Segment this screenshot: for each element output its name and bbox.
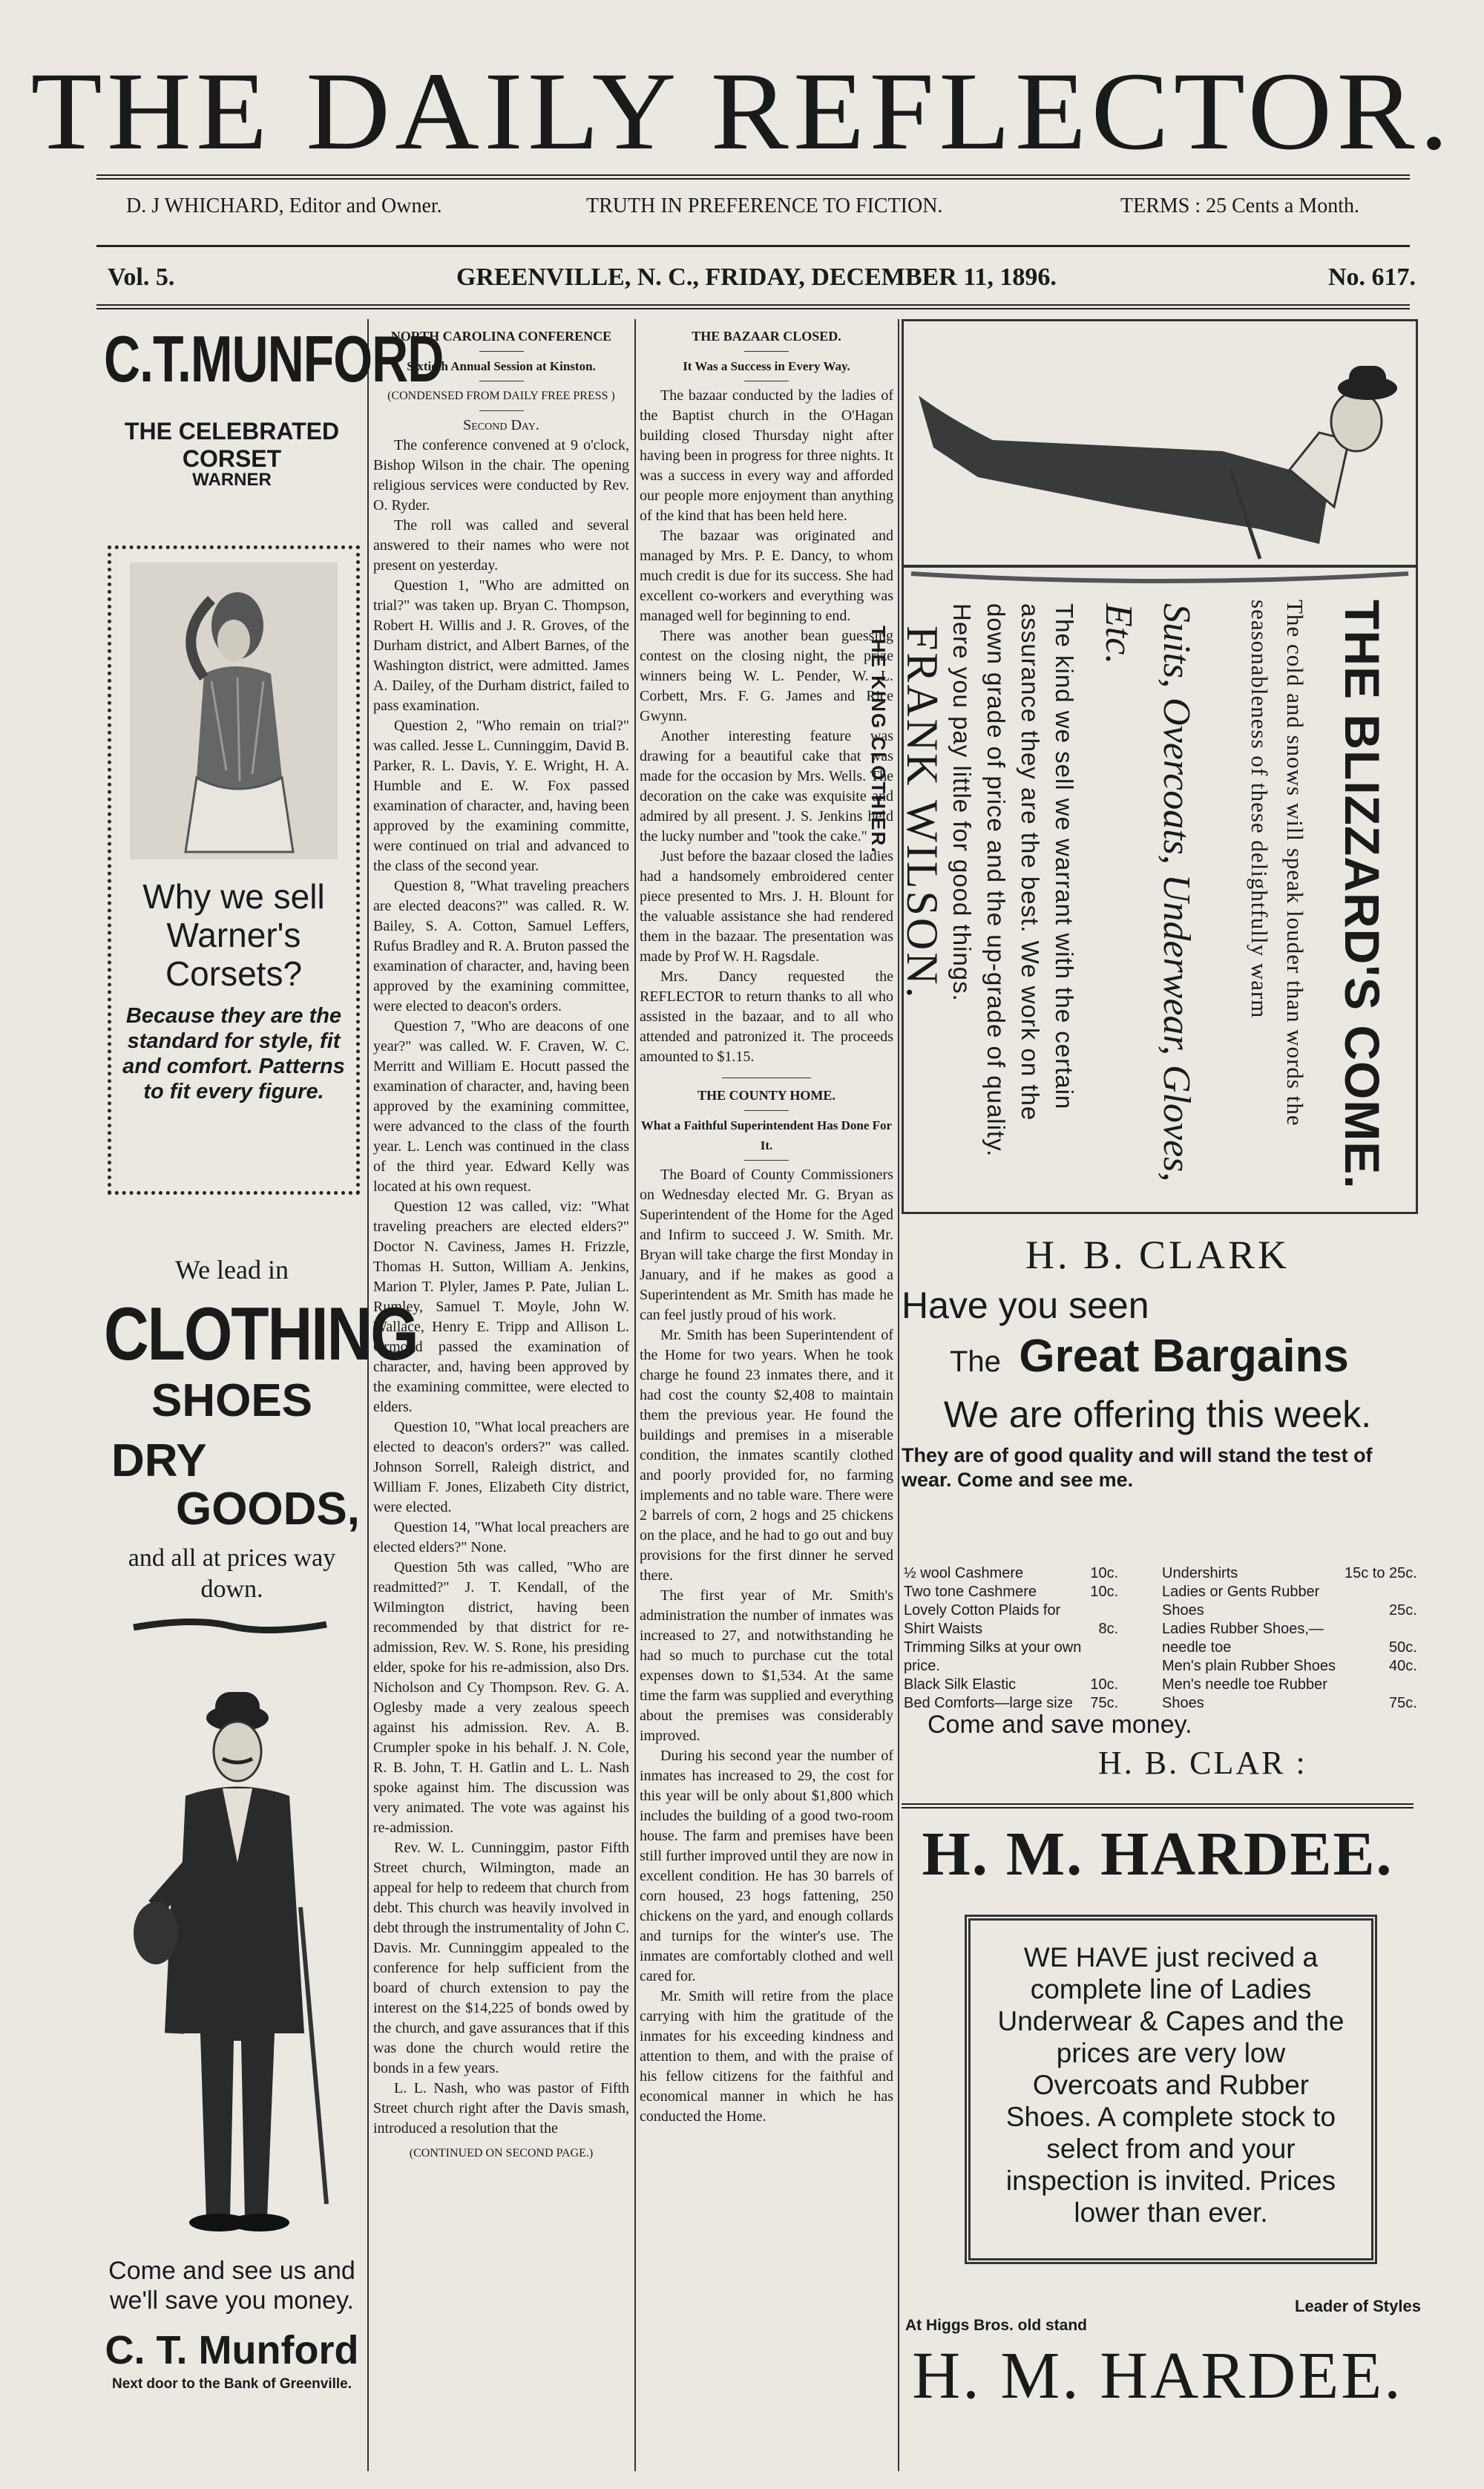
conference-paragraph: Question 12 was called, viz: "What traveling preachers are elected elders?" Doctor N. Caviness, James H. Frizzle, Thomas H. Sutton, William A. Jenkins, Marion T. Plyler, James P. Pate, Julian L. Rumley, Samuel T. Moyle, John W. Wallace, Henry E. Tripp and Allison L. Ormond passed the examination of character, and, having been approved by the examining committee, were elected to elders. (373, 1198, 629, 1415)
offering-text: We are offering this week. (943, 1394, 1372, 1435)
hardee-body: WE HAVE just recived a complete line of Ladies Underwear & Capes and the prices are very low Overcoats and Rubber Shoes. A complete stock to select from and your inspection is invited. Prices lower than ever. (997, 1942, 1345, 2228)
price-row (899, 1676, 1123, 1694)
bazaar-paragraph: There was another bean guessing contest on the closing night, the prize winners being W. L. Pender, W. L. Corbett, Mrs. F. G. James and Rice Gwynn. (640, 628, 893, 724)
item-name: Ladies or Gents Rubber (1162, 1584, 1320, 1600)
newspaper-title: THE DAILY REFLECTOR. (30, 50, 1454, 173)
item-name: Black Silk Elastic (904, 1676, 1017, 1693)
kind-we-sell-text: The kind we sell we warrant with the certain assurance they are the best. We work on the down grade of price and the up-grade of quality. Here you pay little for good things. (948, 603, 1078, 1158)
editor-line: D. J WHICHARD, Editor and Owner. (126, 194, 442, 217)
price-row (899, 1583, 1123, 1601)
terms-line: TERMS : 25 Cents a Month. (1120, 194, 1360, 217)
the-word: The (950, 1345, 1001, 1378)
item-price (1340, 1583, 1422, 1601)
suits-text: Suits, Overcoats, Underwear, Gloves, Etc. (1097, 603, 1198, 1182)
frank-wilson-name: FRANK WILSON. (898, 626, 947, 1000)
item-price (1340, 1676, 1422, 1694)
quality-text: They are of good quality and will stand the test of wear. Come and see me. (902, 1444, 1373, 1491)
conference-paragraph: Question 1, "Who are admitted on trial?" was taken up. Bryan C. Thompson, Robert H. Willis and J. R. Groves, of the Durham district, and Albert Barnes, of the Washington district, were admitted. James A. Dailey, of the Durham district, failed to pass examination. (373, 577, 629, 714)
item-name: Ladies Rubber Shoes,— (1162, 1621, 1324, 1637)
goods-text: GOODS, (175, 1483, 360, 1535)
item-name: Men's plain Rubber Shoes (1162, 1658, 1336, 1674)
great-bargains-line (902, 1330, 1414, 1383)
item-price: 10c. (1090, 1584, 1119, 1600)
price-row (1158, 1657, 1422, 1676)
come-see-us: Come and see us and we'll save you money. (108, 2257, 355, 2315)
we-lead-text: We lead in (174, 1255, 289, 1285)
conference-paragraph: The roll was called and several answered to their names who were not present on yesterday. (373, 517, 629, 574)
clark-name: H. B. CLARK (1025, 1233, 1290, 1277)
bazaar-paragraph: Another interesting feature was drawing for a beautiful cake that was made for the occasion by Mrs. Wells. The decoration on the cake was exquisite and admired by all present. J. S. Jenkins held the lucky number and "took the cake." (640, 728, 893, 845)
hardee-signature: H. M. HARDEE. (912, 2339, 1403, 2413)
conference-paragraph: Rev. W. L. Cunninggim, pastor Fifth Street church, Wilmington, made an appeal for help to redeem that church from debt. This church was heavily involved in debt through the instrumentality of John C. Davis. Mr. Cunninggim appealed to the conference for help sufficient from the board of church extension to pay the interest on the $14,225 of bonds owed by the church, and gave assurances that if this was done the church would retire the bonds in a few years. (373, 1840, 629, 2076)
frank-wilson-ad (867, 319, 1418, 1214)
bazaar-subhead: It Was a Success in Every Way. (683, 359, 850, 373)
item-name: Shoes (1162, 1602, 1204, 1619)
item-price: 15c to 25c. (1344, 1565, 1417, 1581)
price-row (899, 1564, 1123, 1583)
come-save-money: Come and save money. (928, 1711, 1192, 1739)
price-row (899, 1620, 1123, 1639)
condensed-note: (CONDENSED FROM DAILY FREE PRESS ) (387, 390, 615, 402)
item-name: Two tone Cashmere (904, 1584, 1037, 1600)
shoes-text: SHOES (151, 1375, 313, 1426)
hardee-box (965, 1915, 1377, 2264)
item-name: Shirt Waists (904, 1621, 982, 1637)
continued-note: (CONTINUED ON SECOND PAGE.) (409, 2147, 594, 2160)
county-home-paragraph: Mr. Smith has been Superintendent of the Home for two years. When he took charge he found 23 inmates there, and it had cost the county $2,408 to maintain them the previous year. He found the buildings and premises in a miserable condition, the inmates scantily clothed and poorly provided for, no farming implements and no table ware. There were 2 barrels of corn, 2 hogs and 25 chickens on the place, and he had to go out and buy provisions for the first dinner he served there. (640, 1327, 893, 1584)
second-day-label: Second Day. (463, 417, 539, 433)
prices-way-down: and all at prices way down. (128, 1544, 336, 1603)
clothing-text: CLOTHING (104, 1291, 418, 1376)
masthead-rule (96, 174, 1410, 180)
column-rule-1 (367, 319, 369, 2471)
conference-paragraph: Question 8, "What traveling preachers are elected deacons?" was called. R. W. Bailey, S. A. Cotton, Samuel Leffers, Rufus Bradley and R. A. Bruton passed the examination of character, and, having been approved by the examining committee, were elected to deacon's orders. (373, 878, 629, 1014)
king-clothier: THE KING CLOTHIER. (867, 626, 890, 854)
why-warner-heading: Why we sell Warner's Corsets? (142, 877, 325, 993)
item-name: Shoes (1162, 1695, 1204, 1711)
corset-ad-box (108, 545, 360, 1195)
conference-paragraph: Question 10, "What local preachers are elected to deacon's orders?" was called. Johnson Sorrell, Raleigh district, and William F. Jones, Elizabeth City district, were elected. (373, 1419, 629, 1515)
ornament-divider (104, 1611, 356, 1641)
conference-paragraph: The conference convened at 9 o'clock, Bishop Wilson in the chair. The opening religious services were conducted by Rev. O. Ryder. (373, 437, 629, 514)
hardee-rule (902, 1803, 1414, 1808)
bazaar-paragraph: The bazaar was originated and managed by Mrs. P. E. Dancy, to whom much credit is due for its success. She had excellent co-workers and everything was managed well for beginning to end. (640, 528, 893, 624)
price-row (899, 1657, 1123, 1676)
county-home-subhead: What a Faithful Superintendent Has Done For It. (640, 1118, 893, 1152)
county-home-paragraph: The first year of Mr. Smith's administration the number of inmates was increased to 27, and notwithstanding he had so much to purchase cut the total expenses down to $1,534. At the same time the farm was supplied and everything about the premises was considerably improved. (640, 1587, 893, 1744)
conference-paragraph: Question 14, "What local preachers are elected elders?" None. (373, 1519, 629, 1555)
gentleman-illustration (111, 1685, 356, 2256)
price-row (1158, 1601, 1422, 1620)
warner-line: WARNER (192, 470, 272, 490)
item-price: 40c. (1389, 1658, 1417, 1674)
great-bargains: Great Bargains (1019, 1331, 1349, 1382)
price-row (1158, 1620, 1422, 1639)
bazaar-column (640, 327, 893, 2471)
conference-heading: NORTH CAROLINA CONFERENCE (390, 329, 612, 344)
item-name: ½ wool Cashmere (904, 1565, 1024, 1581)
county-home-paragraph: Mr. Smith will retire from the place carrying with him the gratitude of the inmates for his exceeding kindness and attention to them, and with the praise of his fellow citizens for the faithful and economical manner in which he has conducted the Home. (640, 1988, 893, 2125)
munford-name: C.T.MUNFORD (104, 322, 444, 396)
price-row (1158, 1694, 1422, 1713)
price-row (1158, 1564, 1422, 1583)
bazaar-paragraph: Just before the bazaar closed the ladies had a handsomely embroidered center piece presented to Mrs. J. H. Blount for the valuable assistance she had rendered them in the bazaar. The presentation was made by Prof W. H. Ragsdale. (640, 848, 893, 965)
hardee-heading: H. M. HARDEE. (922, 1820, 1393, 1889)
county-home-paragraph: During his second year the number of inmates has increased to 29, the cost for this year will be only about $1,800 which includes the building of a good two-room house. The farm and premises have been still further improved until they are now in excellent condition. He has 30 barrels of corn housed, 23 hogs fattening, 250 chickens on the yard, and enough collards and turnips for the winter's use. The inmates are comfortably clothed and well cared for. (640, 1748, 893, 1984)
clark-price-list-left (899, 1564, 1123, 1713)
issue-number: No. 617. (1328, 263, 1416, 291)
bazaar-paragraph: The bazaar conducted by the ladies of the Baptist church in the O'Hagan building closed Thursday night after having been in progress for three nights. It was a success in every way and afforded our people more enjoyment than anything of the kind that has been held here. (640, 387, 893, 524)
item-price: 8c. (1098, 1621, 1119, 1637)
item-name: needle toe (1162, 1639, 1232, 1656)
column-rule-2 (634, 319, 636, 2471)
munford-footer (104, 2256, 360, 2393)
because-text: Because they are the standard for style, fit and comfort. Patterns to fit every figure. (122, 1004, 345, 1104)
item-price (1086, 1639, 1123, 1657)
conference-paragraph: Question 5th was called, "Who are readmitted?" J. T. Kendall, of the Wilmington district, having been recommended by that district for re-admission, Rev. W. S. Rone, his presiding elder, spoke for his re-admission, also Drs. Nicholson and Cy Thompson. Rev. G. A. Oglesby made a very zealous speech against his admission. Rev. A. B. Crumpler spoke in his behalf. J. N. Cole, R. B. John, T. H. Gatlin and L. L. Nash spoke against him. The discussion was very animated. The vote was against his re-admission. (373, 1559, 629, 1836)
cold-snows-text: The cold and snows will speak louder than words the seasonableness of these delightfully warm (1247, 600, 1308, 1127)
item-price (1086, 1657, 1123, 1676)
conference-subhead: Sixtieth Annual Session at Kinston. (407, 359, 596, 373)
clothing-ad (104, 1254, 418, 1641)
item-price: 10c. (1090, 1565, 1119, 1581)
item-price (1340, 1620, 1422, 1639)
masthead-rule-3 (96, 304, 1410, 309)
item-name: price. (904, 1658, 940, 1674)
price-row (1158, 1676, 1422, 1694)
clark-price-list-right (1158, 1564, 1422, 1713)
item-name: Men's needle toe Rubber (1162, 1676, 1327, 1693)
dateline: GREENVILLE, N. C., FRIDAY, DECEMBER 11, 1896. (456, 263, 1057, 291)
item-name: Bed Comforts—large size (904, 1695, 1073, 1711)
county-home-heading: THE COUNTY HOME. (697, 1088, 835, 1103)
item-price: 25c. (1389, 1602, 1417, 1619)
price-row (1158, 1583, 1422, 1601)
item-name: Trimming Silks at your own (904, 1639, 1082, 1656)
item-price: 50c. (1389, 1639, 1417, 1656)
reclining-man-illustration (904, 321, 1416, 596)
corset-illustration (115, 555, 352, 867)
munford-ad (104, 315, 444, 491)
conference-paragraph: Question 7, "Who are deacons of one year?" was called. W. F. Craven, W. C. Merritt and William E. Hocutt passed the examination of character, and, having been approved by the examining committee, were advanced to the class of the fourth year. L. Lench was continued in the class of the third year. Edward Kelly was located at his own request. (373, 1018, 629, 1195)
item-price: 75c. (1090, 1695, 1119, 1711)
county-home-paragraph: The Board of County Commissioners on Wednesday elected Mr. G. Bryan as Superintendent of the Home for the Aged and Infirm to succeed J. W. Smith. Mr. Bryan will take charge the first Monday in January, and if he makes as good a Superintendent as Mr. Smith has made he can feel justly proud of his work. (640, 1167, 893, 1323)
conference-paragraph: L. L. Nash, who was pastor of Fifth Street church right after the Davis smash, introduced a resolution that the (373, 2080, 629, 2137)
masthead-rule-2 (96, 245, 1410, 247)
higgs-bros: At Higgs Bros. old stand (905, 2317, 1088, 2334)
dry-text: DRY (111, 1435, 207, 1486)
munford-signature: C. T. Munford (105, 2328, 359, 2372)
corset-line: THE CELEBRATED CORSET (124, 418, 340, 472)
clark-signature: H. B. CLAR : (1098, 1745, 1307, 1781)
conference-article (373, 327, 629, 2471)
motto-line: TRUTH IN PREFERENCE TO FICTION. (586, 194, 943, 217)
bazaar-paragraph: Mrs. Dancy requested the REFLECTOR to return thanks to all who assisted in the bazaar, and to all who attended and patronized it. The proceeds amounted to $1.15. (640, 968, 893, 1065)
item-name: Undershirts (1162, 1565, 1238, 1581)
blizzard-heading: THE BLIZZARD'S COME. (1335, 600, 1390, 1190)
bazaar-heading: THE BAZAAR CLOSED. (692, 329, 841, 344)
volume-label: Vol. 5. (108, 263, 175, 291)
next-door-text: Next door to the Bank of Greenville. (111, 2376, 352, 2392)
price-row (899, 1639, 1123, 1657)
item-price (1086, 1601, 1123, 1620)
item-name: Lovely Cotton Plaids for (904, 1602, 1061, 1619)
have-you-seen: Have you seen (902, 1285, 1149, 1326)
leader-of-styles: Leader of Styles (1295, 2297, 1421, 2315)
price-row (899, 1601, 1123, 1620)
item-price: 10c. (1090, 1676, 1119, 1693)
item-price: 75c. (1389, 1695, 1417, 1711)
conference-paragraph: Question 2, "Who remain on trial?" was called. Jesse L. Cunninggim, David B. Parker, R. L. Davis, Y. E. Wright, H. A. Humble and E. W. Fox passed examination of character, and, having been approved by the examining committe, were continued on trial and advanced to the class of the second year. (373, 718, 629, 874)
price-row (1158, 1639, 1422, 1657)
